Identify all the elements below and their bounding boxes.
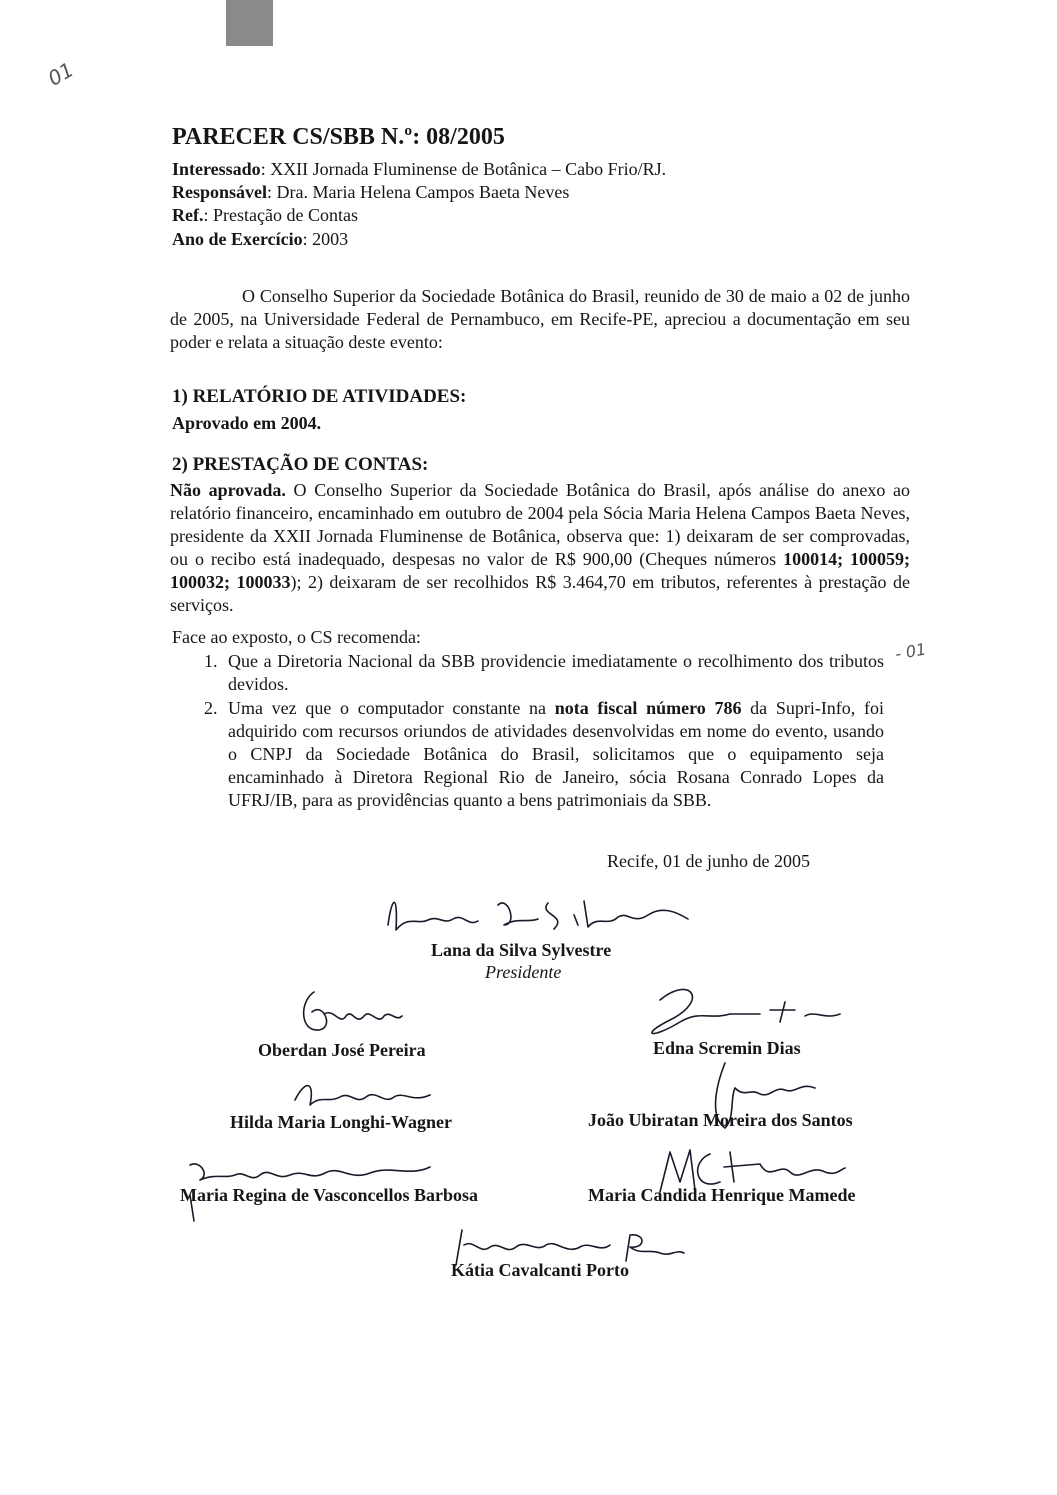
signature-hilda — [290, 1075, 440, 1115]
recommendation-item-2 — [204, 697, 884, 812]
item-text: Que a Diretoria Nacional da SBB providencie imediatamente o recolhimento dos tributos devidos. — [228, 651, 884, 694]
signatory-oberdan: Oberdan José Pereira — [258, 1040, 426, 1060]
interessado-label: Interessado — [172, 159, 261, 179]
item-number: 1. — [204, 651, 218, 671]
section-2-heading: 2) PRESTAÇÃO DE CONTAS: — [172, 454, 429, 475]
responsavel-label: Responsável — [172, 182, 268, 202]
signatory-hilda: Hilda Maria Longhi-Wagner — [230, 1112, 453, 1132]
section-2-paragraph — [170, 479, 910, 617]
signatory-katia: Kátia Cavalcanti Porto — [451, 1260, 629, 1280]
signatory-maria-regina: Maria Regina de Vasconcellos Barbosa — [180, 1185, 479, 1205]
ref-label: Ref. — [172, 205, 204, 225]
signature-oberdan — [294, 982, 414, 1042]
ano-value: : 2003 — [302, 229, 349, 249]
scan-edge-mark — [226, 0, 273, 46]
cheque-numbers: 100014; 100059; 100032; 100033 — [170, 549, 910, 592]
document-title: PARECER CS/SBB N.º: 08/2005 — [172, 124, 505, 150]
item-text-a: Uma vez que o computador constante na — [228, 698, 555, 718]
interessado-value: : XXII Jornada Fluminense de Botânica – Cabo Frio/RJ. — [260, 159, 667, 179]
recommendation-item-1 — [204, 650, 884, 696]
ref-value: : Prestação de Contas — [203, 205, 358, 225]
signatory-edna: Edna Scremin Dias — [653, 1038, 801, 1058]
president-role: Presidente — [485, 962, 562, 982]
responsavel-line — [172, 181, 569, 203]
section-1-heading: 1) RELATÓRIO DE ATIVIDADES: — [172, 386, 467, 407]
item-number: 2. — [204, 698, 218, 718]
section-2-text-b: ); 2) deixaram de ser recolhidos R$ 3.464,70 em tributos, referentes à prestação de serviços. — [170, 572, 910, 615]
ref-line — [172, 204, 358, 226]
interessado-line — [172, 158, 666, 180]
signatory-joao: João Ubiratan Moreira dos Santos — [588, 1110, 853, 1130]
nota-fiscal-ref: nota fiscal número 786 — [554, 698, 742, 718]
item-text — [228, 697, 884, 812]
page-number-annotation: 01 — [43, 57, 78, 91]
item-text-b: da Supri-Info, foi adquirido com recursos oriundos de atividades desenvolvidas em nome do evento, usando o CNPJ da Sociedade Botânica do Brasil, solicitamos que o equipamento seja encaminhado à Diretora Regional Rio de Janeiro, sócia Rosana Conrado Lopes da UFRJ/IB, para as providências quanto a bens patrimoniais da SBB. — [228, 698, 884, 810]
margin-annotation: - 01 — [893, 639, 928, 664]
section-2-status: Não aprovada. — [170, 480, 286, 500]
ano-line — [172, 228, 348, 250]
responsavel-value: : Dra. Maria Helena Campos Baeta Neves — [267, 182, 570, 202]
president-name: Lana da Silva Sylvestre — [431, 940, 612, 960]
recommendation-intro: Face ao exposto, o CS recomenda: — [172, 627, 421, 647]
signatory-maria-candida: Maria Candida Henrique Mamede — [588, 1185, 856, 1205]
place-date: Recife, 01 de junho de 2005 — [607, 851, 810, 871]
section-2-text-a: O Conselho Superior da Sociedade Botânica do Brasil, após análise do anexo ao relatório financeiro, encaminhado em outubro de 2004 pela Sócia Maria Helena Campos Baeta Neves, presidente da XXII Jornada Fluminense de Botânica, observa que: 1) deixaram de ser comprovadas, ou o recibo está inadequado, despesas no valor de R$ 900,00 (Cheques números — [170, 480, 911, 569]
signature-president — [378, 885, 698, 945]
section-1-body: Aprovado em 2004. — [172, 413, 322, 433]
ano-label: Ano de Exercício — [172, 229, 303, 249]
intro-paragraph: O Conselho Superior da Sociedade Botânica do Brasil, reunido de 30 de maio a 02 de junho de 2005, na Universidade Federal de Pernambuco, em Recife-PE, apreciou a documentação em seu poder e relata a situação deste evento: — [170, 286, 910, 352]
